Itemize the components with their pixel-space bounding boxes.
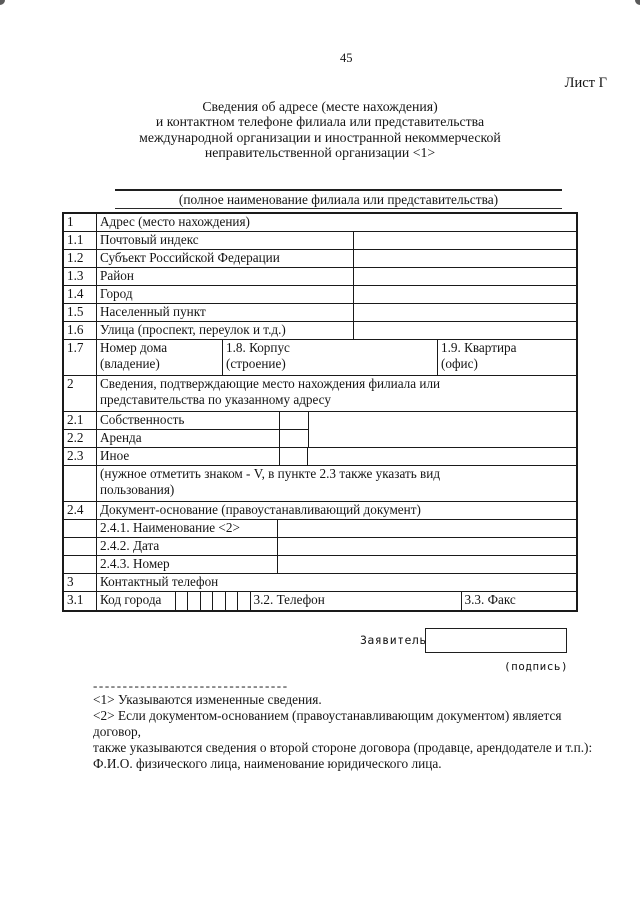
row-num: 3 xyxy=(64,574,97,591)
signature-box[interactable] xyxy=(425,628,567,653)
value-cell[interactable] xyxy=(354,232,576,249)
checkbox-cell-rent[interactable] xyxy=(280,430,308,447)
row-label: Иное xyxy=(97,448,280,465)
footnote-1: <1> Указываются измененные сведения. xyxy=(93,692,322,707)
form-title-line-3: международной организации и иностранной некоммерческой xyxy=(139,129,501,145)
value-cell[interactable] xyxy=(354,268,576,285)
city-code-box[interactable] xyxy=(188,592,201,610)
row-num: 1.2 xyxy=(64,250,97,267)
cell-label-line: 1.9. Квартира xyxy=(441,340,517,355)
value-cell[interactable] xyxy=(278,538,576,555)
table-row-1-2 xyxy=(64,250,576,268)
value-cell[interactable] xyxy=(278,556,576,573)
row-label-line: Сведения, подтверждающие место нахождения филиала или xyxy=(100,376,441,391)
table-row-2-4-1 xyxy=(64,520,576,538)
row-note xyxy=(97,466,576,501)
cell-3-2-phone[interactable]: 3.2. Телефон xyxy=(251,592,462,610)
row-num: 2.1 xyxy=(64,412,97,429)
table-row-1-4 xyxy=(64,286,576,304)
row-label xyxy=(97,340,223,375)
row-num: 2 xyxy=(64,376,97,411)
page-number: 45 xyxy=(340,51,353,65)
footnote-2-line-1: <2> Если документом-основанием (правоустанавливающим документом) является договор, xyxy=(93,708,562,739)
value-cell[interactable] xyxy=(354,286,576,303)
table-rows-2-1-2-2 xyxy=(64,412,576,448)
footnote-2-line-2: также указываются сведения о второй стороне договора (продавце, арендодателе и т.п.): xyxy=(93,740,593,755)
row-num: 1.1 xyxy=(64,232,97,249)
row-label: 2.4.2. Дата xyxy=(97,538,278,555)
footnote-2 xyxy=(93,708,593,772)
table-row-1-6 xyxy=(64,322,576,340)
row-label: Субъект Российской Федерации xyxy=(97,250,354,267)
row-label: 2.4.3. Номер xyxy=(97,556,278,573)
sheet-label: Лист Г xyxy=(564,75,607,91)
signature-caption: (подпись) xyxy=(504,660,569,673)
table-row-2-1 xyxy=(64,412,308,430)
table-row-2 xyxy=(64,376,576,412)
row-label: Почтовый индекс xyxy=(97,232,354,249)
row-num: 1.4 xyxy=(64,286,97,303)
row-label xyxy=(97,376,576,411)
value-cell[interactable] xyxy=(354,250,576,267)
table-row-3 xyxy=(64,574,576,592)
cell-3-3-fax[interactable]: 3.3. Факс xyxy=(464,592,516,607)
row-num-empty xyxy=(64,556,97,573)
footnote-separator: --------------------------------- xyxy=(93,678,289,693)
row-label-line: Номер дома xyxy=(100,340,168,355)
row-num: 1.6 xyxy=(64,322,97,339)
value-cell[interactable] xyxy=(309,412,576,447)
city-code-box[interactable] xyxy=(201,592,214,610)
table-row-note xyxy=(64,466,576,502)
city-code-box[interactable] xyxy=(226,592,239,610)
row-note-line: пользования) xyxy=(100,482,175,497)
form-title-line-1: Сведения об адресе (месте нахождения) xyxy=(202,99,438,114)
city-code-box[interactable] xyxy=(213,592,226,610)
row-label: Документ-основание (правоустанавливающий документ) xyxy=(100,502,421,517)
table-row-1 xyxy=(64,214,576,232)
org-name-fill-line[interactable] xyxy=(115,189,562,209)
table-row-2-3 xyxy=(64,448,576,466)
row-num: 1.3 xyxy=(64,268,97,285)
value-cell[interactable] xyxy=(308,448,576,465)
row-label: 2.4.1. Наименование <2> xyxy=(97,520,278,537)
row-num: 3.1 xyxy=(64,592,97,610)
city-code-box[interactable] xyxy=(238,592,251,610)
applicant-label: Заявитель xyxy=(360,633,427,647)
cell-label-line: (офис) xyxy=(441,356,478,371)
org-name-caption: (полное наименование филиала или представительства) xyxy=(115,191,562,209)
row-label: Город xyxy=(97,286,354,303)
row-num: 2.4 xyxy=(64,502,97,519)
row-label: Район xyxy=(97,268,354,285)
form-title xyxy=(62,99,578,160)
row-label: Контактный телефон xyxy=(100,574,219,589)
table-row-2-4 xyxy=(64,502,576,520)
cell-1-9-kvartira[interactable] xyxy=(438,340,576,375)
value-cell[interactable] xyxy=(278,520,576,537)
row-label-line: представительства по указанному адресу xyxy=(100,392,331,407)
table-row-3-1 xyxy=(64,592,576,610)
value-cell[interactable] xyxy=(354,304,576,321)
cell-label-line: (строение) xyxy=(226,356,286,371)
row-note-line: (нужное отметить знаком - V, в пункте 2.3 также указать вид xyxy=(100,466,441,481)
row-label: Улица (проспект, переулок и т.д.) xyxy=(97,322,354,339)
table-row-1-3 xyxy=(64,268,576,286)
table-row-2-2 xyxy=(64,430,308,447)
table-row-1-1 xyxy=(64,232,576,250)
form-title-line-4: неправительственной организации <1> xyxy=(204,144,436,160)
row-label: Адрес (место нахождения) xyxy=(100,214,250,229)
row-label: Населенный пункт xyxy=(97,304,354,321)
table-row-2-4-3 xyxy=(64,556,576,574)
scan-corner-artifact xyxy=(635,0,640,5)
cell-label-line: 1.8. Корпус xyxy=(226,340,290,355)
row-num-empty xyxy=(64,520,97,537)
row-label: Собственность xyxy=(97,412,280,429)
row-num-empty xyxy=(64,466,97,501)
row-num: 2.2 xyxy=(64,430,97,447)
footnote-2-line-3: Ф.И.О. физического лица, наименование юридического лица. xyxy=(93,756,442,771)
scan-corner-artifact xyxy=(0,0,5,5)
row-label-line: (владение) xyxy=(100,356,160,371)
row-num: 2.3 xyxy=(64,448,97,465)
form-title-line-2: и контактном телефоне филиала или представительства xyxy=(155,114,485,130)
cell-1-8-korpus[interactable] xyxy=(223,340,438,375)
table-row-2-4-2 xyxy=(64,538,576,556)
row-num-empty xyxy=(64,538,97,555)
row-num: 1.7 xyxy=(64,340,97,375)
row-num: 1 xyxy=(64,214,97,231)
row-label: Код города xyxy=(97,592,176,610)
row-label: Аренда xyxy=(97,430,280,447)
checkbox-cell-other[interactable] xyxy=(280,448,308,465)
form-table xyxy=(62,212,578,612)
row-num: 1.5 xyxy=(64,304,97,321)
city-code-box[interactable] xyxy=(176,592,189,610)
table-row-1-7 xyxy=(64,340,576,376)
table-row-1-5 xyxy=(64,304,576,322)
value-cell[interactable] xyxy=(354,322,576,339)
rows-2-1-2-2-left xyxy=(64,412,309,447)
checkbox-cell-ownership[interactable] xyxy=(280,412,308,429)
